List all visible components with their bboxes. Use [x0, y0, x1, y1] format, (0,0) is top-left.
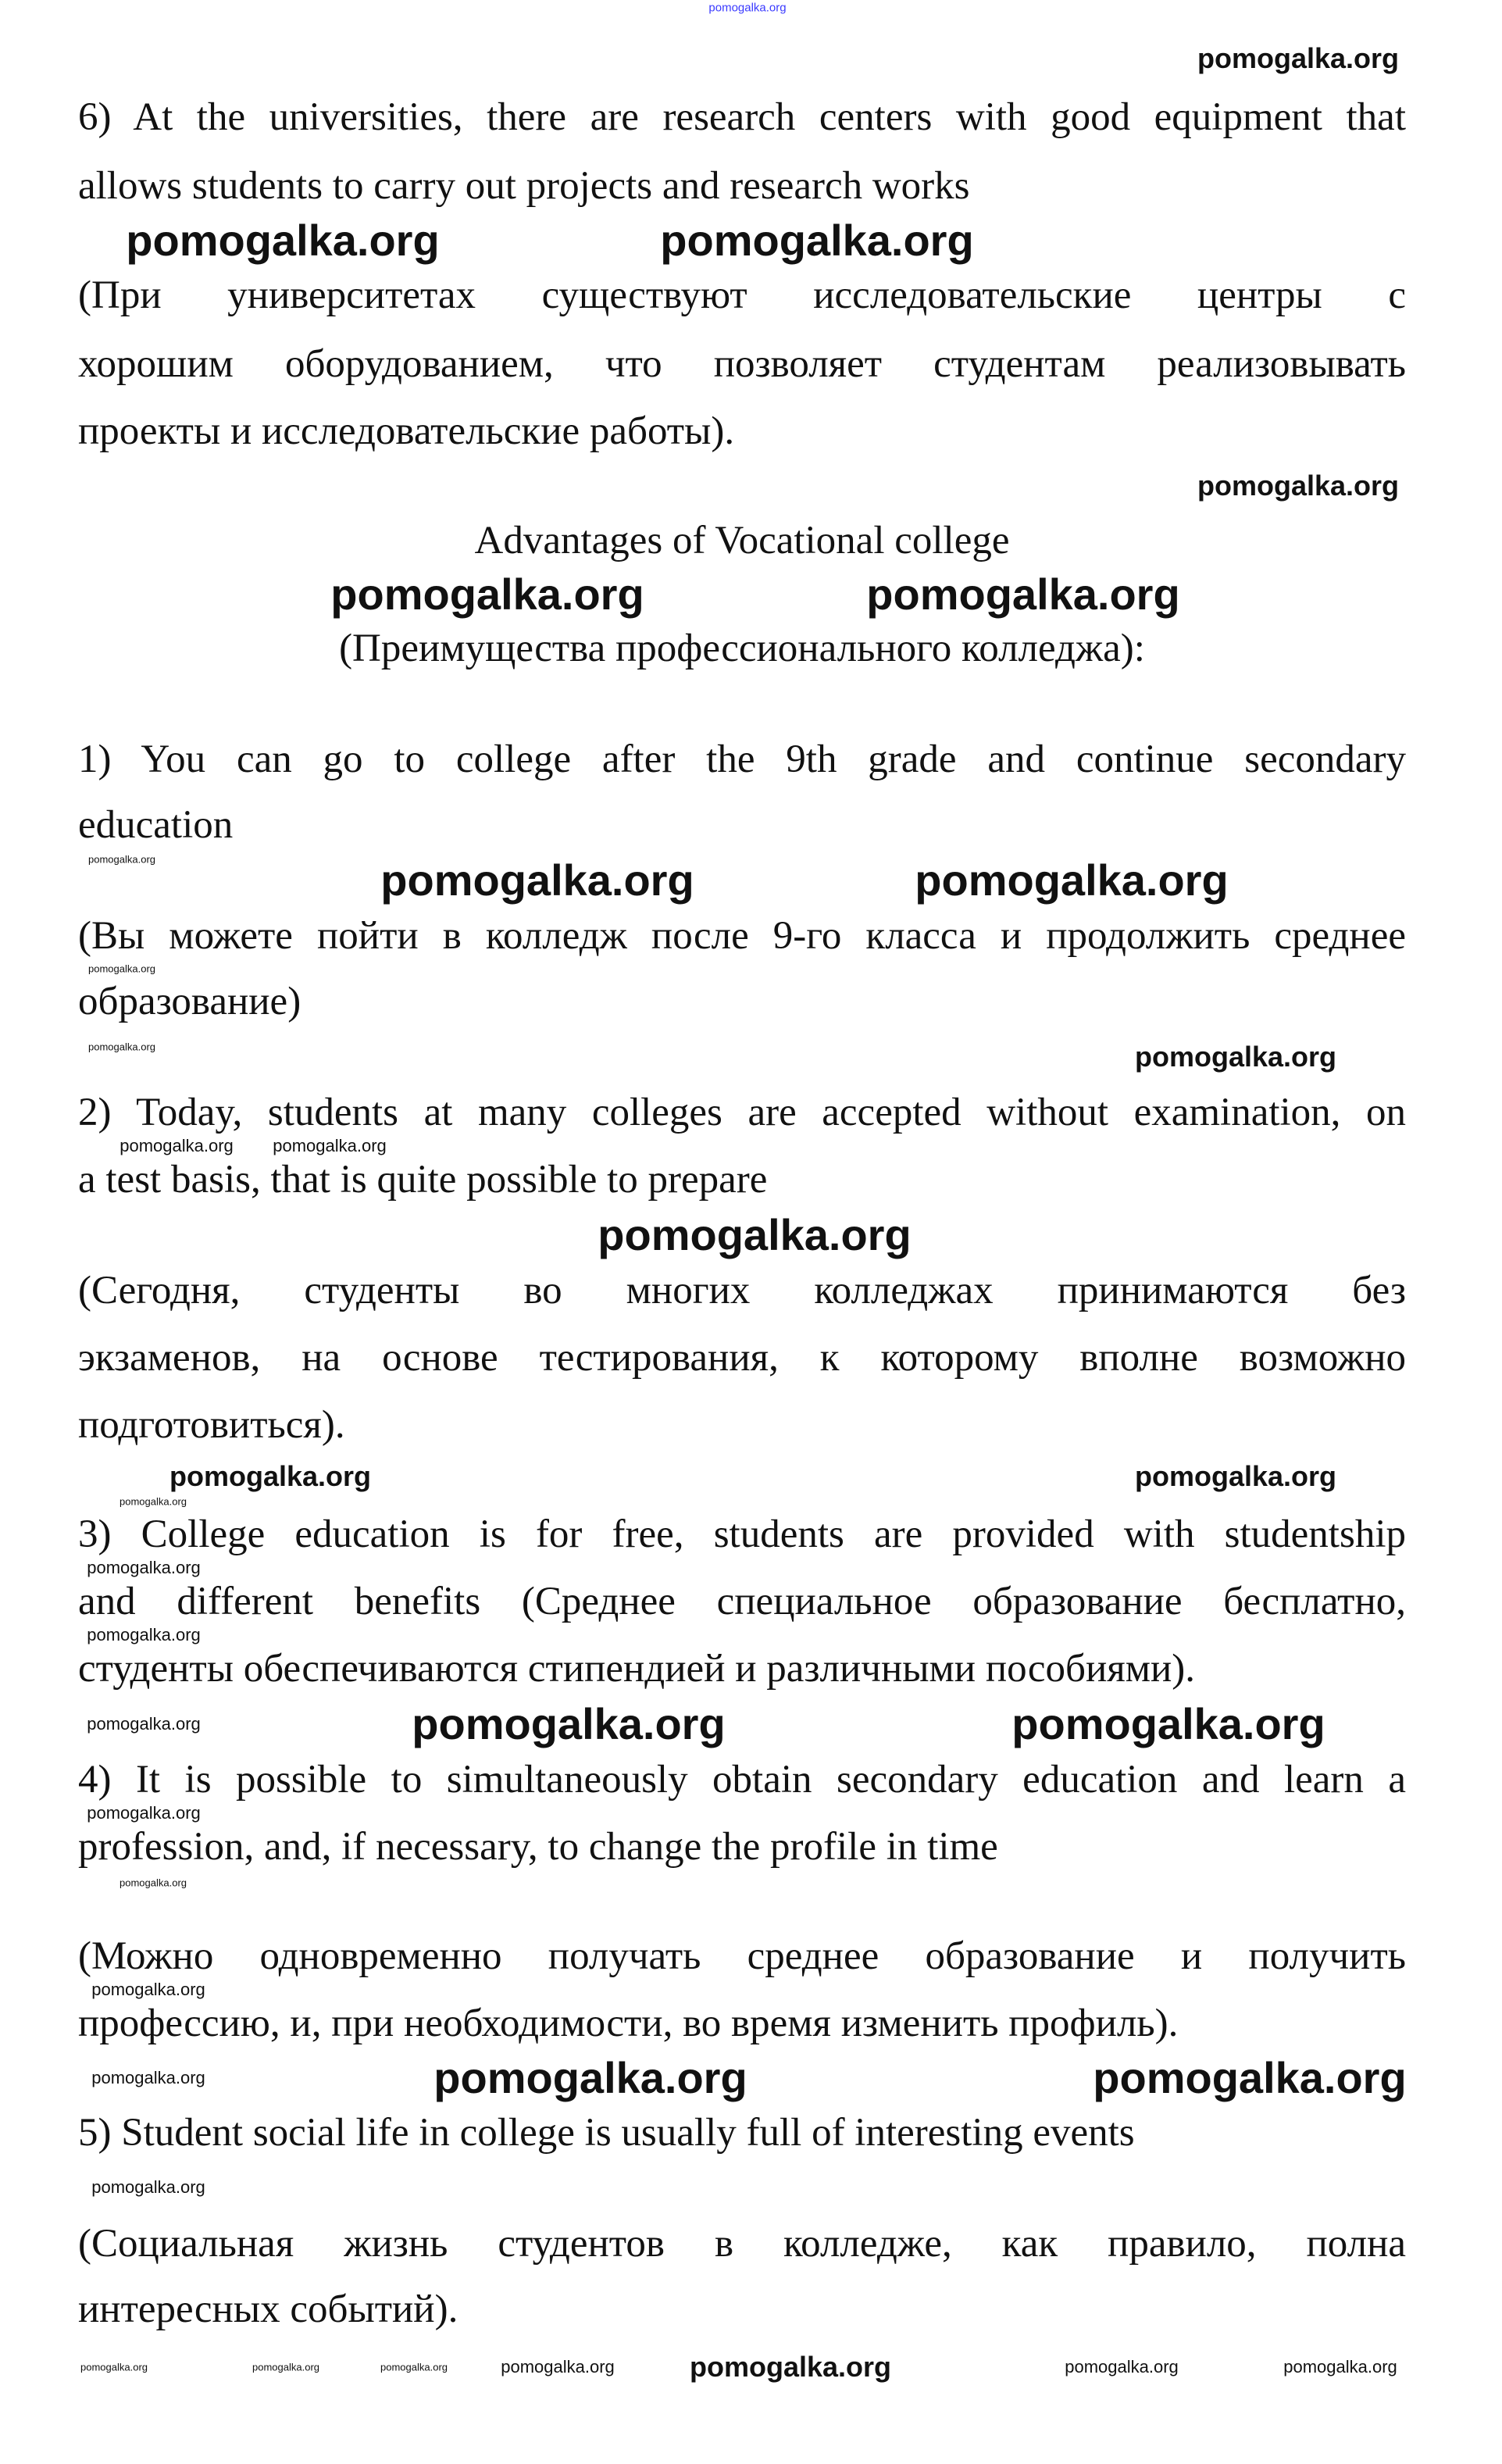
watermark: pomogalka.org	[88, 962, 155, 975]
watermark: pomogalka.org	[80, 2361, 148, 2373]
watermark: pomogalka.org	[689, 2351, 892, 2383]
watermark: pomogalka.org	[915, 855, 1229, 905]
watermark: pomogalka.org	[120, 1495, 187, 1508]
watermark: pomogalka.org	[273, 1136, 387, 1155]
text-line: (При университетах существуют исследовательские центры с	[78, 273, 1406, 317]
text-line: and different benefits (Среднее специальное образование бесплатно,	[78, 1580, 1406, 1623]
watermark: pomogalka.org	[1134, 1460, 1337, 1492]
watermark: pomogalka.org	[88, 853, 155, 866]
watermark: pomogalka.org	[252, 2361, 319, 2373]
text-line: profession, and, if necessary, to change the profile in time	[78, 1825, 998, 1869]
watermark: pomogalka.org	[87, 1625, 201, 1644]
text-line: a test basis, that is quite possible to prepare	[78, 1158, 768, 1202]
text-line: подготовиться).	[78, 1403, 345, 1447]
watermark: pomogalka.org	[433, 2053, 747, 2102]
text-line: 2) Today, students at many colleges are accepted without examination, on	[78, 1091, 1406, 1134]
text-line: экзаменов, на основе тестирования, к которому вполне возможно	[78, 1336, 1406, 1380]
text-line: 4) It is possible to simultaneously obtain secondary education and learn a	[78, 1758, 1406, 1802]
watermark: pomogalka.org	[501, 2357, 615, 2377]
text-line: (Сегодня, студенты во многих колледжах принимаются без	[78, 1269, 1406, 1312]
text-line: 1) You can go to college after the 9th grade and continue secondary	[78, 737, 1406, 781]
text-line: (Можно одновременно получать среднее образование и получить	[78, 1934, 1406, 1978]
text-line: (Вы можете пойти в колледж после 9-го класса и продолжить среднее	[78, 914, 1406, 958]
text-line: студенты обеспечиваются стипендией и различными пособиями).	[78, 1647, 1196, 1691]
text-line: 3) College education is for free, students are provided with studentship	[78, 1512, 1406, 1556]
watermark: pomogalka.org	[87, 1803, 201, 1823]
watermark: pomogalka.org	[126, 216, 440, 265]
text-line: (Социальная жизнь студентов в колледже, как правило, полна	[78, 2222, 1406, 2266]
watermark: pomogalka.org	[708, 1, 787, 15]
text-line: образование)	[78, 980, 301, 1023]
watermark: pomogalka.org	[380, 855, 694, 905]
section-heading: Advantages of Vocational college	[474, 519, 1010, 562]
watermark: pomogalka.org	[1283, 2357, 1397, 2377]
watermark: pomogalka.org	[1197, 470, 1400, 502]
watermark: pomogalka.org	[380, 2361, 448, 2373]
watermark: pomogalka.org	[1197, 42, 1400, 74]
watermark: pomogalka.org	[866, 570, 1180, 619]
watermark: pomogalka.org	[1134, 1041, 1337, 1073]
watermark: pomogalka.org	[91, 2068, 205, 2087]
watermark: pomogalka.org	[660, 216, 974, 265]
watermark: pomogalka.org	[91, 1980, 205, 1999]
watermark: pomogalka.org	[1011, 1699, 1325, 1748]
watermark: pomogalka.org	[120, 1877, 187, 1889]
watermark: pomogalka.org	[412, 1699, 726, 1748]
watermark: pomogalka.org	[169, 1460, 372, 1492]
text-line: education	[78, 803, 234, 847]
watermark: pomogalka.org	[87, 1558, 201, 1577]
watermark: pomogalka.org	[120, 1136, 234, 1155]
section-subheading: (Преимущества профессионального колледжа):	[339, 627, 1145, 670]
watermark: pomogalka.org	[88, 1041, 155, 1053]
text-line: профессию, и, при необходимости, во время изменить профиль).	[78, 2002, 1179, 2045]
text-line: allows students to carry out projects and research works	[78, 164, 970, 208]
text-line: 5) Student social life in college is usually full of interesting events	[78, 2111, 1135, 2155]
text-line: 6) At the universities, there are research centers with good equipment that	[78, 95, 1406, 139]
watermark: pomogalka.org	[91, 2177, 205, 2197]
watermark: pomogalka.org	[1065, 2357, 1179, 2377]
text-line: хорошим оборудованием, что позволяет студентам реализовывать	[78, 342, 1406, 386]
watermark: pomogalka.org	[87, 1714, 201, 1734]
watermark: pomogalka.org	[598, 1210, 912, 1259]
text-line: интересных событий).	[78, 2287, 458, 2331]
watermark: pomogalka.org	[1093, 2053, 1407, 2102]
watermark: pomogalka.org	[330, 570, 644, 619]
text-line: проекты и исследовательские работы).	[78, 409, 735, 453]
